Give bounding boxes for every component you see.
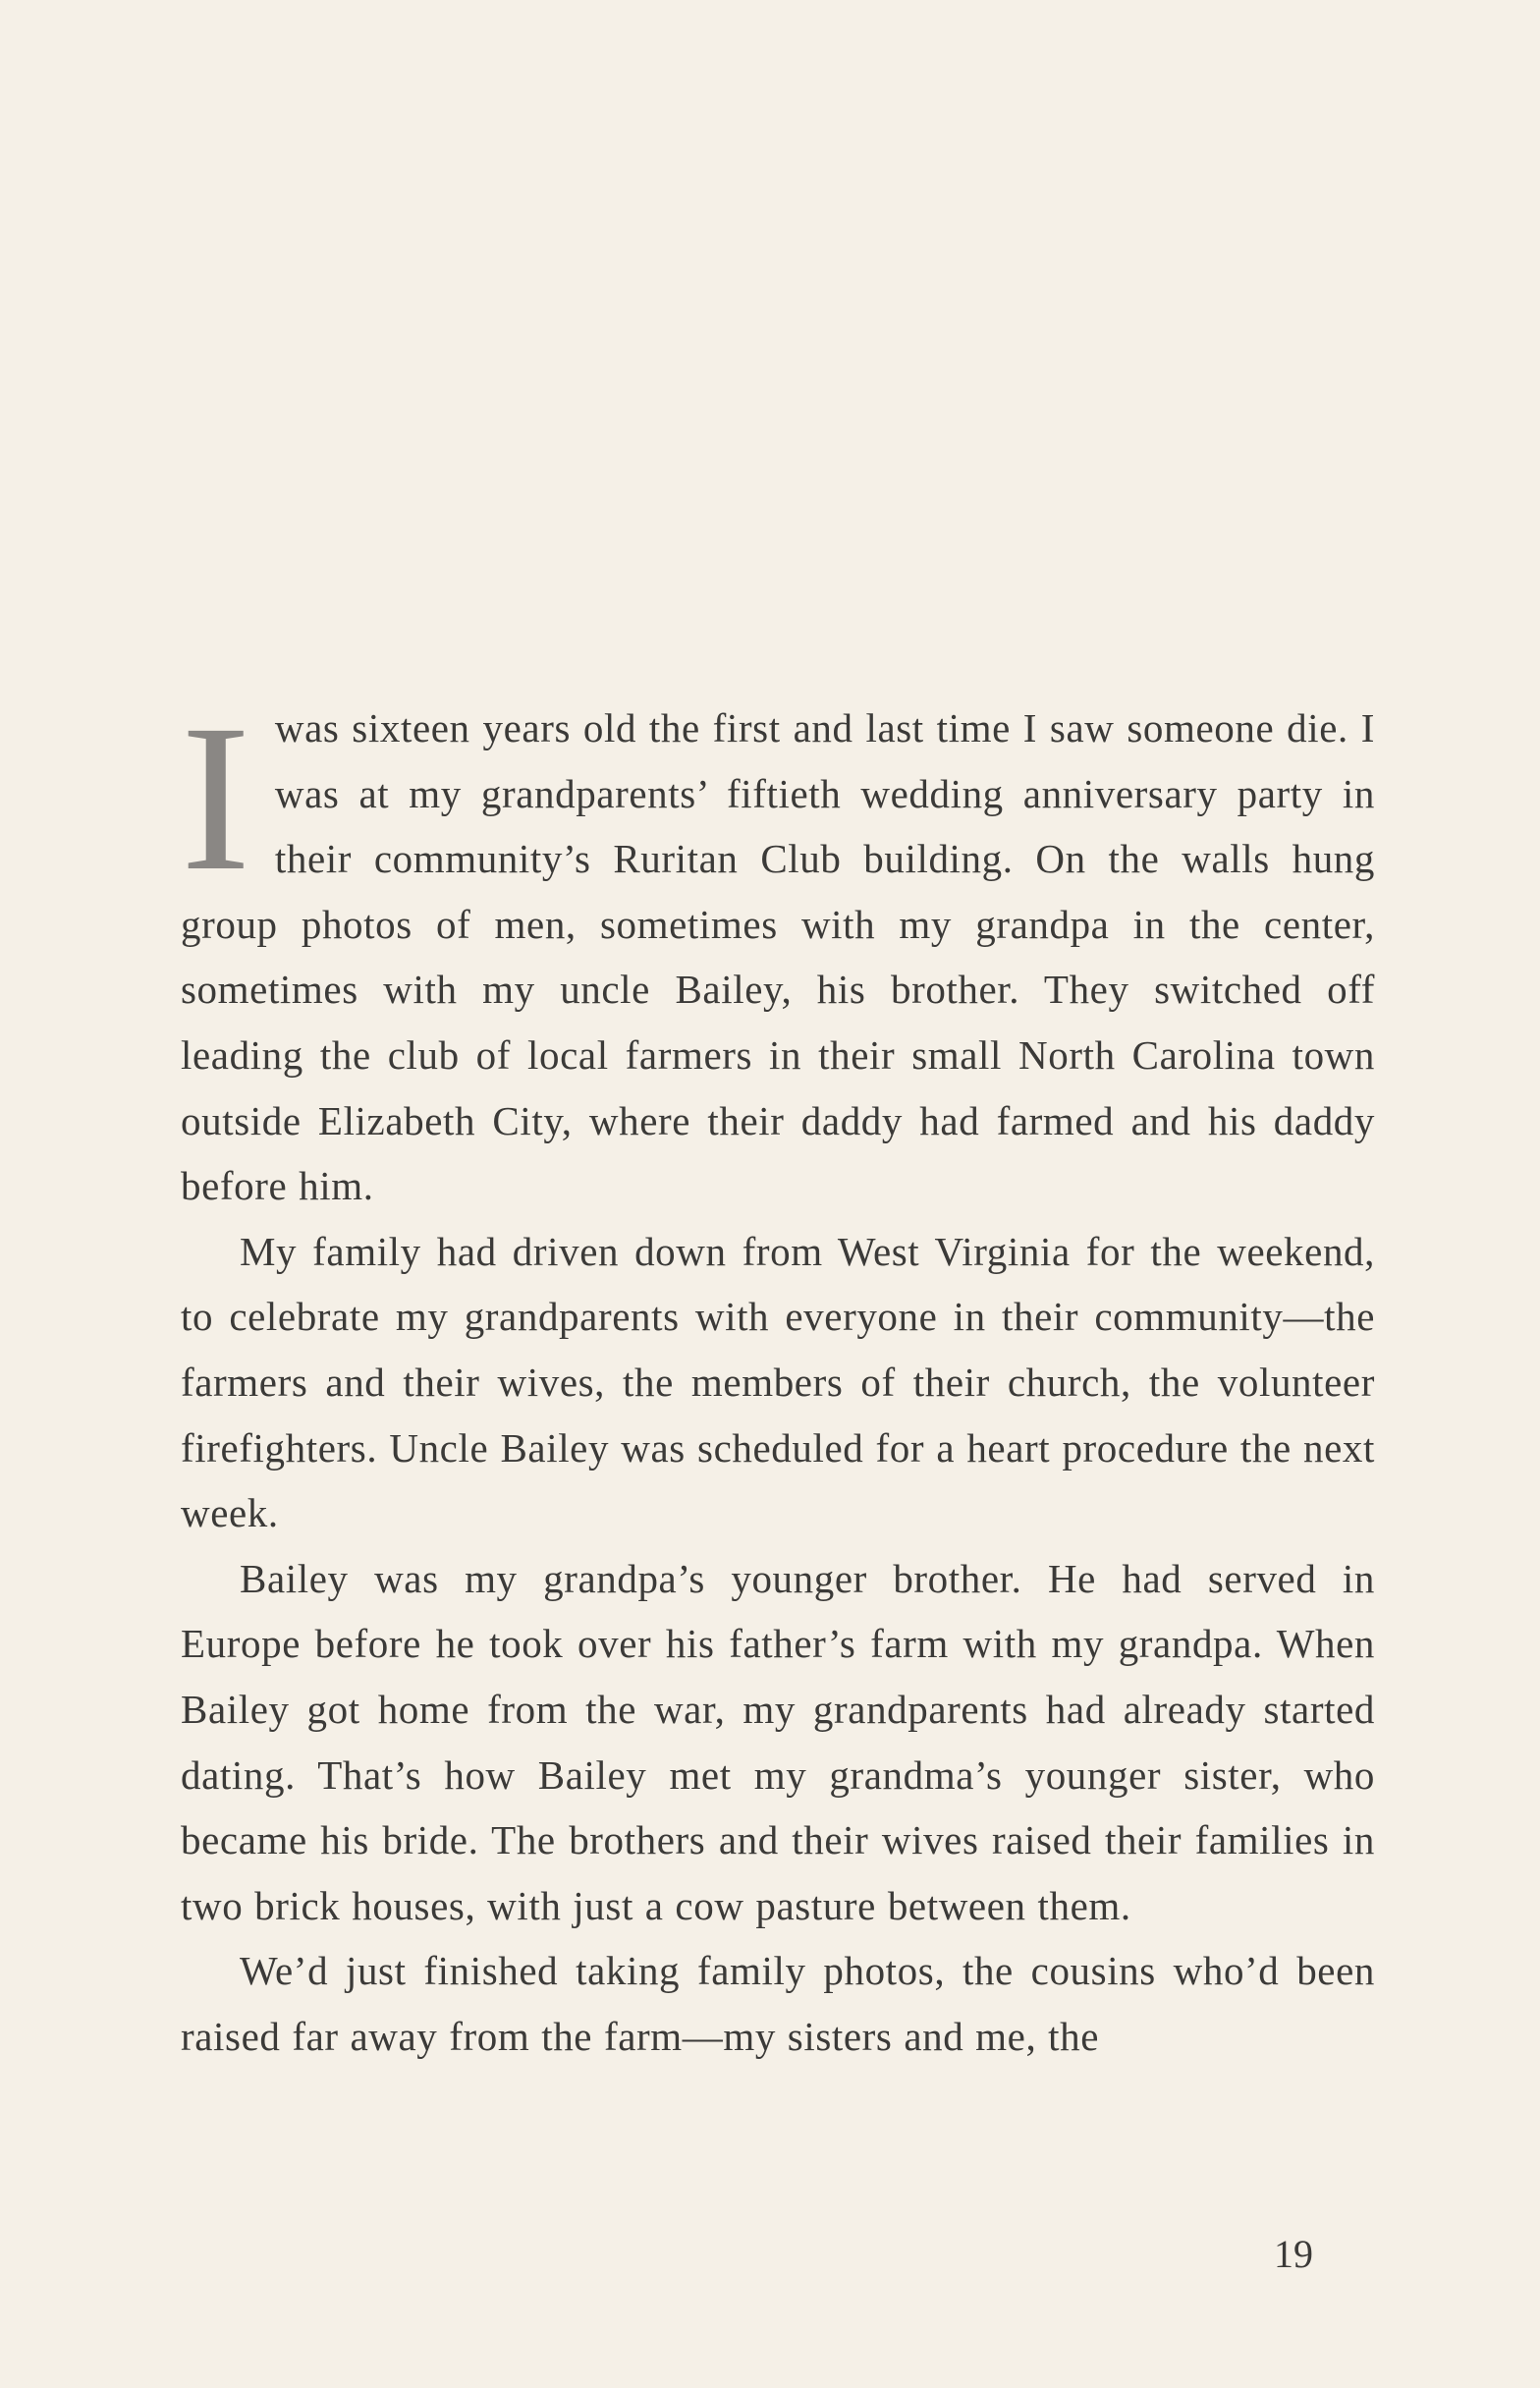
paragraph-4: We’d just finished taking family photos, the cousins who’d been raised far away from the farm—my sisters and me, the xyxy=(181,1948,1375,2059)
paragraph-1-text: was sixteen years old the first and last time I saw someone die. I was at my grandparents’ fiftieth wedding anniversary party in their community’s Ruritan Club building. On the walls hung group photos of men, sometimes with my grandpa in the center, sometimes with my uncle Bailey, his brother. They switched off leading the club of local farmers in their small North Carolina town outside Elizabeth City, where their daddy had farmed and his daddy before him. xyxy=(181,705,1375,1209)
opening-paragraph xyxy=(181,682,1375,1219)
paragraph-2: My family had driven down from West Virginia for the weekend, to celebrate my grandparents with everyone in their community—the farmers and their wives, the members of their church, the volunteer firefighters. Uncle Bailey was scheduled for a heart procedure the next week. xyxy=(181,1228,1375,1536)
body-text xyxy=(181,682,1375,2069)
paragraph-3: Bailey was my grandpa’s younger brother. He had served in Europe before he took over his father’s farm with my grandpa. When Bailey got home from the war, my grandparents had already started dating. That’s how Bailey met my grandma’s younger sister, who became his bride. The brothers and their wives raised their families in two brick houses, with just a cow pasture between them. xyxy=(181,1555,1375,1928)
page-number: 19 xyxy=(1274,2232,1313,2276)
drop-cap: I xyxy=(181,682,251,915)
